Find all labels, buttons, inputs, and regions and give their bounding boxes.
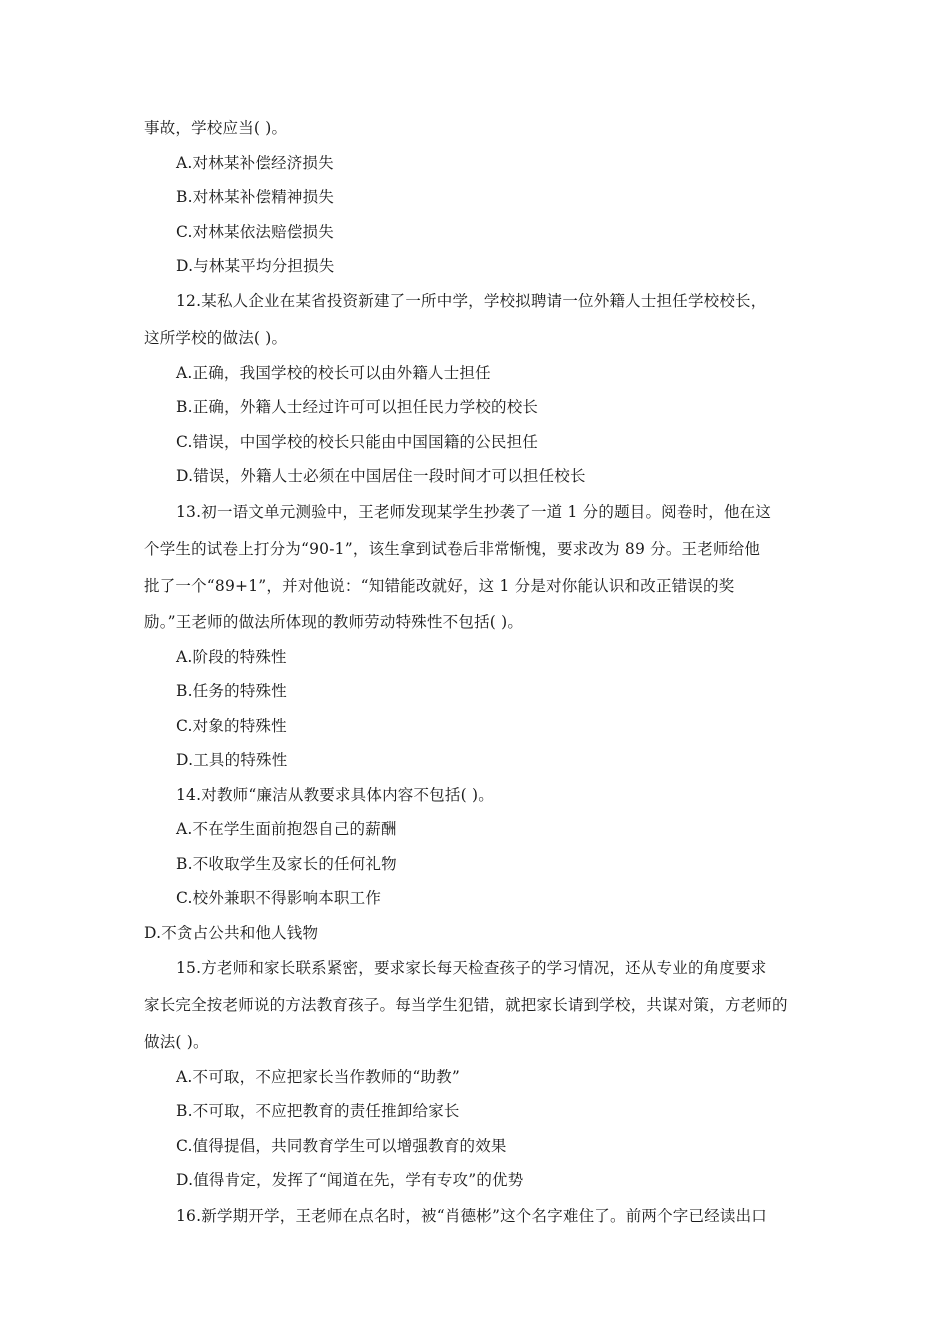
q16-stem-line-1: 16.新学期开学，王老师在点名时，被“肖德彬”这个名字难住了。前两个字已经读出口	[176, 1207, 768, 1225]
q11-option-d: D.与林某平均分担损失	[176, 257, 335, 275]
q14-option-b: B.不收取学生及家长的任何礼物	[176, 855, 397, 873]
q13-stem-line-2: 个学生的试卷上打分为“90-1”，该生拿到试卷后非常惭愧，要求改为 89 分。王老师给他	[144, 540, 761, 558]
q12-option-c: C.错误，中国学校的校长只能由中国国籍的公民担任	[176, 433, 539, 451]
q14-option-a: A.不在学生面前抱怨自己的薪酬	[176, 820, 397, 838]
q12-option-a: A.正确，我国学校的校长可以由外籍人士担任	[176, 364, 491, 382]
q13-option-d: D.工具的特殊性	[176, 751, 288, 769]
q13-option-c: C.对象的特殊性	[176, 717, 287, 735]
q15-option-b: B.不可取，不应把教育的责任推卸给家长	[176, 1102, 460, 1120]
q15-stem-line-3: 做法( )。	[144, 1033, 209, 1051]
q13-stem-line-3: 批了一个“89+1”，并对他说：“知错能改就好，这 1 分是对你能认识和改正错误的奖	[144, 577, 735, 595]
q15-option-d: D.值得肯定，发挥了“闻道在先，学有专攻”的优势	[176, 1171, 524, 1189]
q14-stem-line-1: 14.对教师“廉洁从教要求具体内容不包括( )。	[176, 786, 494, 804]
q11-option-a: A.对林某补偿经济损失	[176, 154, 334, 172]
q12-option-b: B.正确，外籍人士经过许可可以担任民力学校的校长	[176, 398, 539, 416]
q11-option-c: C.对林某依法赔偿损失	[176, 223, 334, 241]
q15-option-c: C.值得提倡，共同教育学生可以增强教育的效果	[176, 1137, 507, 1155]
q11-option-b: B.对林某补偿精神损失	[176, 188, 335, 206]
q13-stem-line-1: 13.初一语文单元测验中，王老师发现某学生抄袭了一道 1 分的题目。阅卷时，他在这	[176, 503, 772, 521]
q11-stem-end: 事故，学校应当( )。	[144, 119, 288, 137]
q13-stem-line-4: 励。”王老师的做法所体现的教师劳动特殊性不包括( )。	[144, 613, 524, 631]
q14-option-c: C.校外兼职不得影响本职工作	[176, 889, 382, 907]
q15-stem-line-2: 家长完全按老师说的方法教育孩子。每当学生犯错，就把家长请到学校，共谋对策，方老师的	[144, 996, 788, 1014]
q12-stem-line-2: 这所学校的做法( )。	[144, 329, 288, 347]
q13-option-b: B.任务的特殊性	[176, 682, 287, 700]
q14-option-d: D.不贪占公共和他人钱物	[144, 924, 319, 942]
q15-stem-line-1: 15.方老师和家长联系紧密，要求家长每天检查孩子的学习情况，还从专业的角度要求	[176, 959, 767, 977]
q12-option-d: D.错误，外籍人士必须在中国居住一段时间才可以担任校长	[176, 467, 586, 485]
q15-option-a: A.不可取，不应把家长当作教师的“助教”	[176, 1068, 460, 1086]
q13-option-a: A.阶段的特殊性	[176, 648, 287, 666]
q12-stem-line-1: 12.某私人企业在某省投资新建了一所中学，学校拟聘请一位外籍人士担任学校校长，	[176, 292, 767, 310]
